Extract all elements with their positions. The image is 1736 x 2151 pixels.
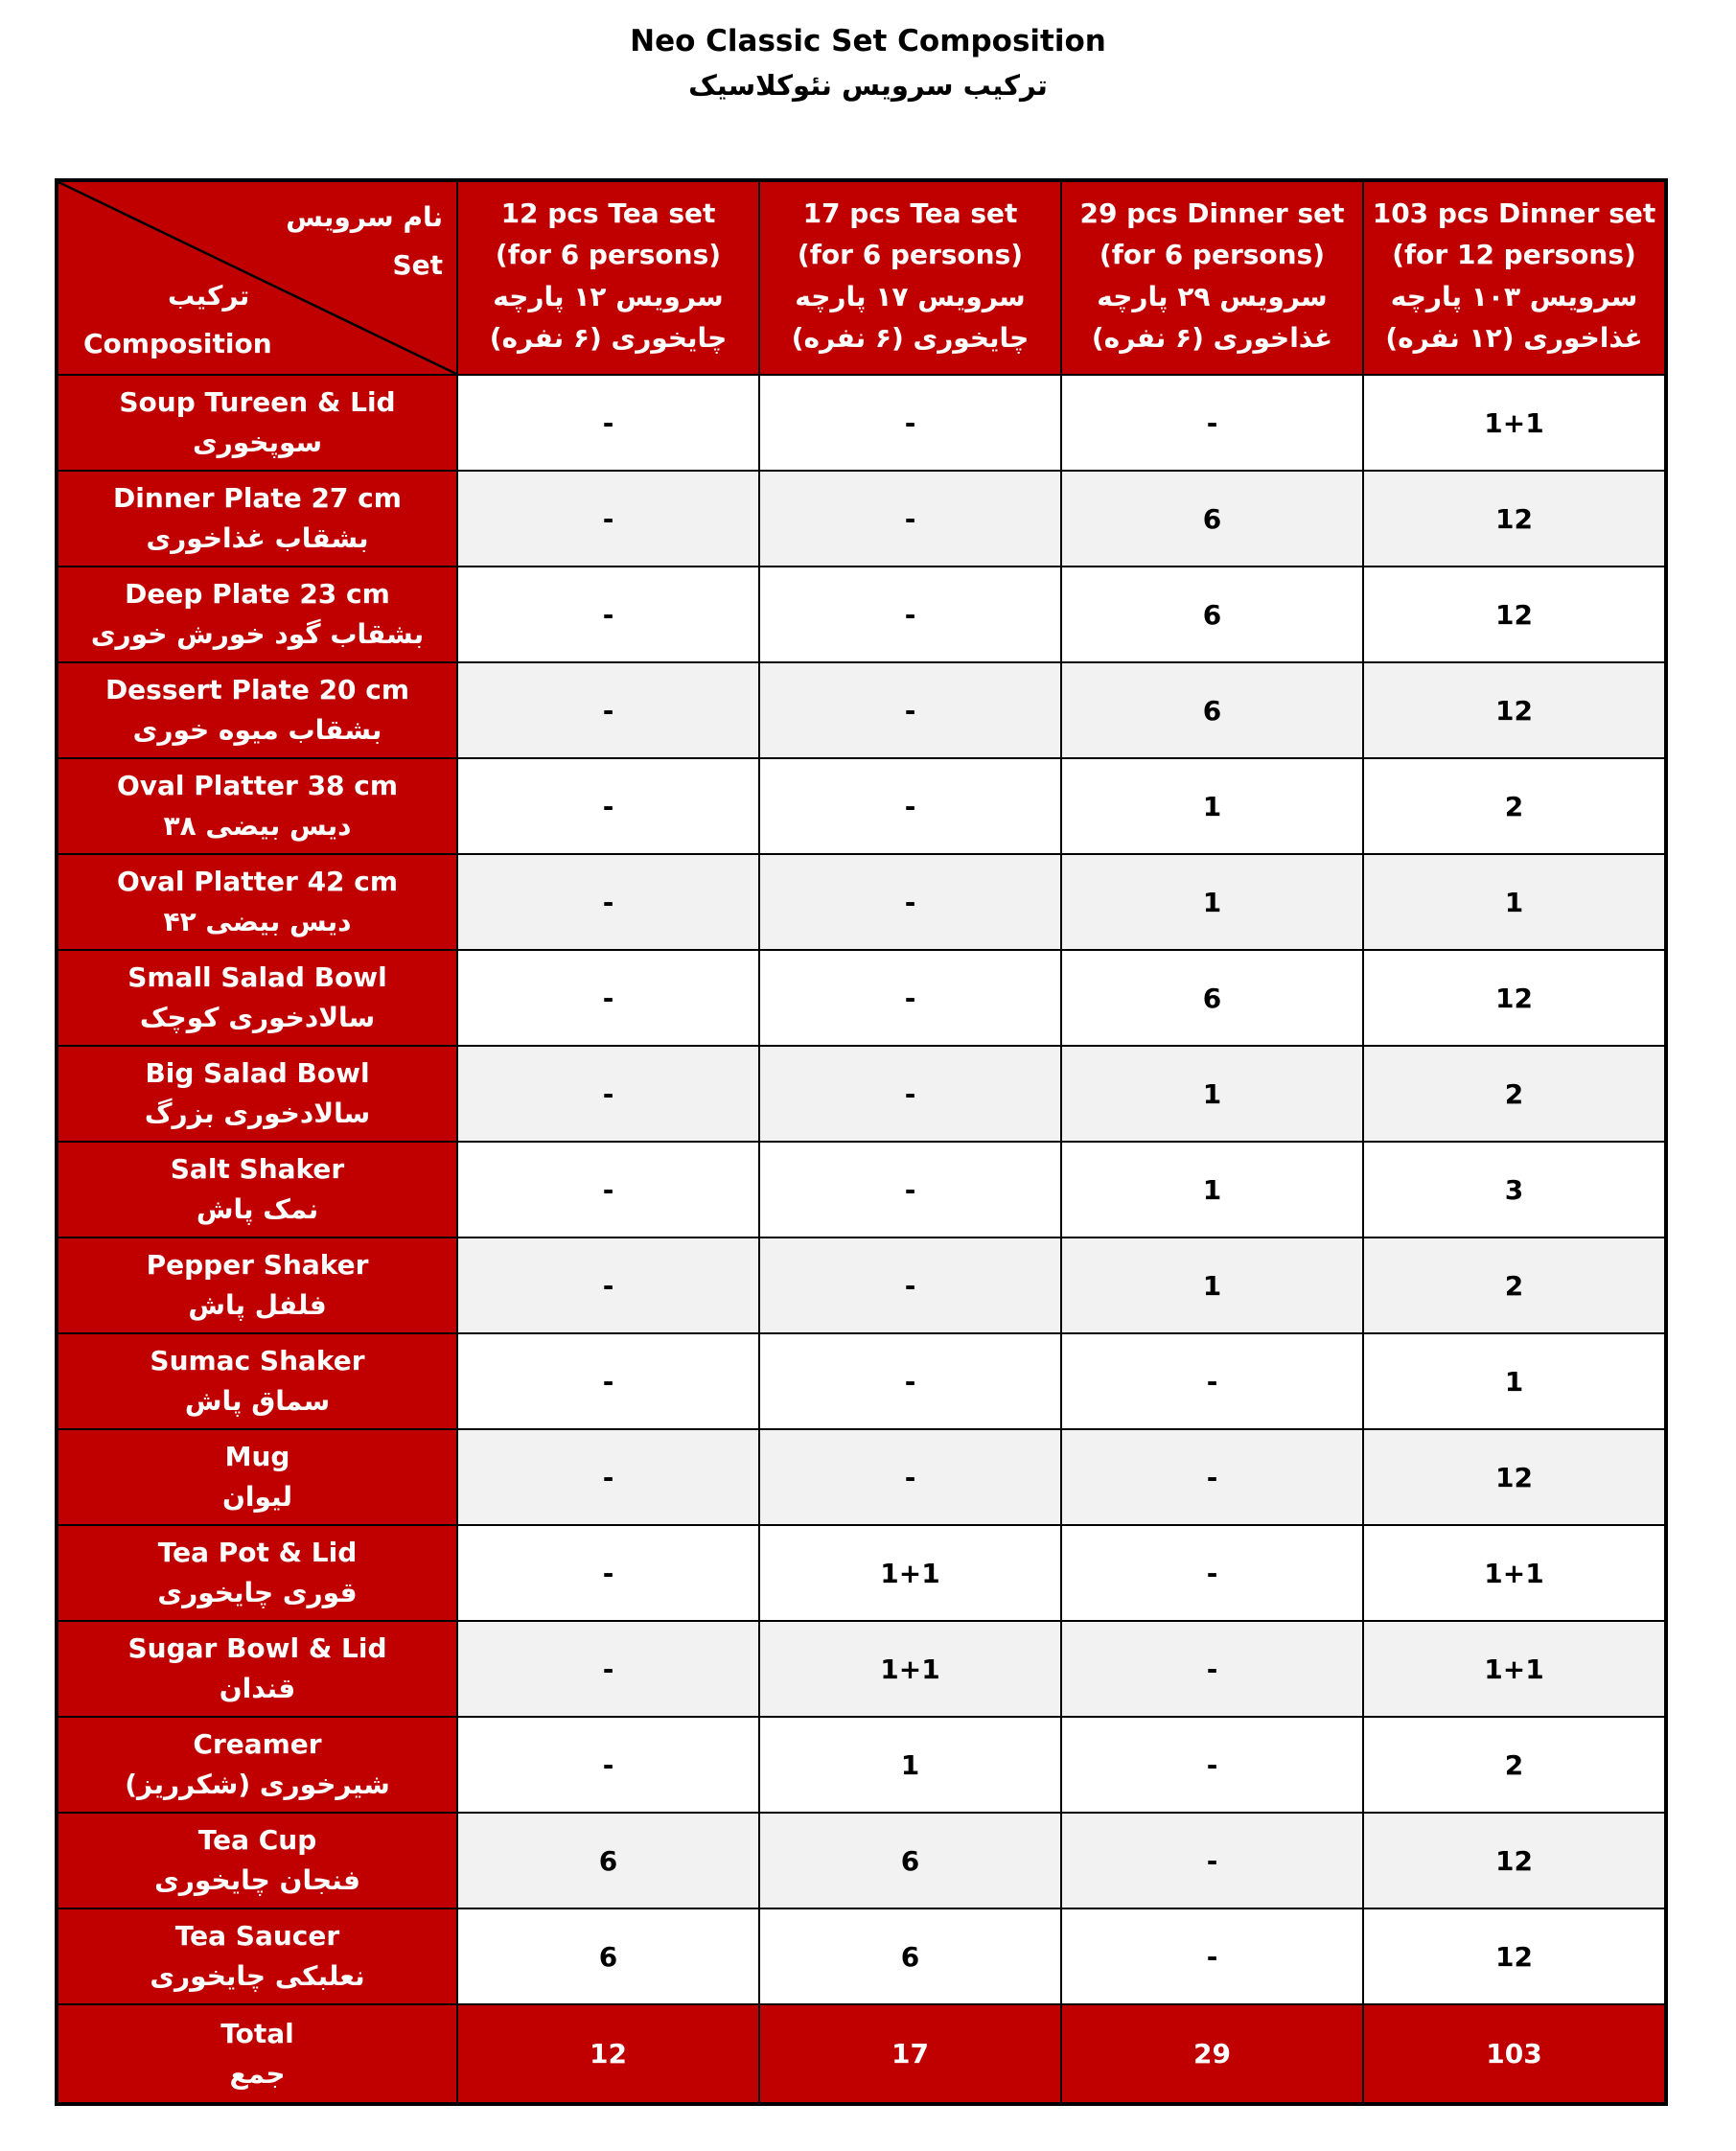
- row-label-en: Oval Platter 42 cm: [116, 866, 399, 897]
- table-row: [57, 1429, 1666, 1525]
- row-value-29pcs: -: [1061, 1525, 1363, 1621]
- column-header-fa-line2: چایخوری (۶ نفره): [791, 321, 1030, 354]
- row-label-fa: لیوان: [222, 1481, 292, 1513]
- header-row: [57, 180, 1666, 375]
- row-value-17pcs: -: [759, 471, 1061, 567]
- table-row: [57, 471, 1666, 567]
- table-row: [57, 1333, 1666, 1429]
- total-value-29pcs: 29: [1061, 2004, 1363, 2104]
- row-value-12pcs: -: [457, 1717, 759, 1813]
- row-label-cell: [57, 662, 457, 758]
- row-value-29pcs: 6: [1061, 471, 1363, 567]
- row-label-en: Sumac Shaker: [150, 1345, 365, 1376]
- row-value-12pcs: -: [457, 950, 759, 1046]
- column-header-en-line2: (for 6 persons): [797, 239, 1024, 271]
- row-value-17pcs: -: [759, 854, 1061, 950]
- row-label-cell: [57, 854, 457, 950]
- column-header-en-line1: 12 pcs Tea set: [500, 197, 716, 229]
- row-value-17pcs: -: [759, 567, 1061, 662]
- column-header-fa-line1: سرویس ۱۰۳ پارچه: [1390, 280, 1638, 312]
- row-label-cell: [57, 950, 457, 1046]
- title-block: [0, 23, 1736, 104]
- row-value-12pcs: -: [457, 1525, 759, 1621]
- table-row: [57, 375, 1666, 471]
- row-label-fa: فنجان چایخوری: [154, 1864, 360, 1896]
- row-value-103pcs: 12: [1363, 471, 1666, 567]
- row-label-fa: نمک پاش: [196, 1193, 319, 1225]
- row-value-29pcs: -: [1061, 1908, 1363, 2004]
- row-label-en: Creamer: [193, 1728, 322, 1760]
- row-value-17pcs: -: [759, 1142, 1061, 1237]
- row-value-12pcs: -: [457, 1429, 759, 1525]
- row-value-29pcs: 1: [1061, 1046, 1363, 1142]
- row-value-29pcs: -: [1061, 1333, 1363, 1429]
- total-label-cell: [57, 2004, 457, 2104]
- corner-cell: [57, 180, 457, 375]
- column-header-29pcs: [1061, 180, 1363, 375]
- row-value-17pcs: 6: [759, 1813, 1061, 1908]
- row-label-cell: [57, 1237, 457, 1333]
- row-value-12pcs: 6: [457, 1908, 759, 2004]
- row-label-en: Dessert Plate 20 cm: [104, 674, 410, 705]
- row-value-103pcs: 2: [1363, 1717, 1666, 1813]
- row-value-29pcs: 6: [1061, 662, 1363, 758]
- row-label-en: Oval Platter 38 cm: [116, 770, 399, 801]
- row-label-en: Salt Shaker: [170, 1153, 345, 1185]
- row-value-29pcs: -: [1061, 1813, 1363, 1908]
- row-value-29pcs: -: [1061, 375, 1363, 471]
- row-label-cell: [57, 1142, 457, 1237]
- row-label-fa: قوری چایخوری: [157, 1577, 358, 1608]
- row-value-12pcs: -: [457, 1237, 759, 1333]
- row-label-cell: [57, 375, 457, 471]
- row-value-17pcs: -: [759, 1429, 1061, 1525]
- column-header-103pcs: [1363, 180, 1666, 375]
- row-value-17pcs: -: [759, 1237, 1061, 1333]
- row-value-103pcs: 12: [1363, 1908, 1666, 2004]
- column-header-en-line1: 29 pcs Dinner set: [1079, 197, 1345, 229]
- row-label-en: Big Salad Bowl: [145, 1057, 370, 1089]
- row-value-103pcs: 2: [1363, 1237, 1666, 1333]
- row-value-103pcs: 1: [1363, 1333, 1666, 1429]
- row-label-fa: شیرخوری (شکرریز): [125, 1769, 390, 1800]
- total-label-fa: جمع: [229, 2057, 286, 2090]
- row-value-103pcs: 1+1: [1363, 375, 1666, 471]
- row-value-12pcs: -: [457, 662, 759, 758]
- total-value-103pcs: 103: [1363, 2004, 1666, 2104]
- row-label-fa: بشقاب میوه خوری: [132, 714, 382, 746]
- row-value-17pcs: 1+1: [759, 1621, 1061, 1717]
- row-label-cell: [57, 471, 457, 567]
- row-value-12pcs: -: [457, 1621, 759, 1717]
- row-value-17pcs: 1+1: [759, 1525, 1061, 1621]
- table-row: [57, 950, 1666, 1046]
- row-value-12pcs: -: [457, 758, 759, 854]
- row-label-cell: [57, 1908, 457, 2004]
- row-label-en: Dinner Plate 27 cm: [113, 482, 402, 514]
- row-value-103pcs: 12: [1363, 1813, 1666, 1908]
- row-value-29pcs: 1: [1061, 758, 1363, 854]
- row-label-en: Pepper Shaker: [146, 1249, 369, 1281]
- row-value-103pcs: 2: [1363, 1046, 1666, 1142]
- table-row: [57, 1621, 1666, 1717]
- row-label-cell: [57, 1525, 457, 1621]
- table-row: [57, 1525, 1666, 1621]
- column-header-fa-line1: سرویس ۲۹ پارچه: [1097, 280, 1328, 312]
- column-header-en-line1: 103 pcs Dinner set: [1372, 197, 1656, 229]
- row-label-fa: قندان: [219, 1673, 296, 1704]
- table-row: [57, 758, 1666, 854]
- row-value-17pcs: -: [759, 950, 1061, 1046]
- row-label-cell: [57, 1813, 457, 1908]
- column-header-fa-line2: چایخوری (۶ نفره): [489, 321, 728, 354]
- row-value-103pcs: 1+1: [1363, 1525, 1666, 1621]
- row-label-fa: دیس بیضی ۴۲: [163, 906, 352, 937]
- row-value-103pcs: 1+1: [1363, 1621, 1666, 1717]
- row-value-12pcs: -: [457, 1046, 759, 1142]
- row-label-en: Deep Plate 23 cm: [125, 578, 390, 610]
- column-header-en-line2: (for 6 persons): [1099, 239, 1326, 271]
- column-header-en-line2: (for 12 persons): [1392, 239, 1636, 271]
- total-row: [57, 2004, 1666, 2104]
- row-value-12pcs: -: [457, 375, 759, 471]
- row-label-cell: [57, 758, 457, 854]
- row-value-12pcs: -: [457, 471, 759, 567]
- row-value-103pcs: 1: [1363, 854, 1666, 950]
- table-row: [57, 1908, 1666, 2004]
- row-label-cell: [57, 1621, 457, 1717]
- row-label-fa: بشقاب غذاخوری: [146, 522, 369, 554]
- row-value-29pcs: -: [1061, 1429, 1363, 1525]
- column-header-fa-line2: غذاخوری (۱۲ نفره): [1385, 321, 1643, 354]
- table-row: [57, 1142, 1666, 1237]
- row-value-17pcs: -: [759, 662, 1061, 758]
- total-label-en: Total: [220, 2017, 294, 2049]
- row-value-29pcs: 6: [1061, 950, 1363, 1046]
- row-value-103pcs: 12: [1363, 950, 1666, 1046]
- row-label-cell: [57, 1429, 457, 1525]
- row-value-29pcs: 6: [1061, 567, 1363, 662]
- total-value-12pcs: 12: [457, 2004, 759, 2104]
- row-value-29pcs: -: [1061, 1717, 1363, 1813]
- table-body: [57, 375, 1666, 2004]
- corner-composition-label: [83, 280, 272, 360]
- row-value-12pcs: -: [457, 567, 759, 662]
- row-label-en: Small Salad Bowl: [127, 961, 387, 993]
- corner-composition-label-en: Composition: [83, 328, 272, 359]
- column-header-en-line1: 17 pcs Tea set: [802, 197, 1018, 229]
- table-row: [57, 854, 1666, 950]
- row-label-fa: بشقاب گود خورش خوری: [90, 618, 425, 650]
- row-label-en: Soup Tureen & Lid: [119, 386, 396, 418]
- column-header-fa-line2: غذاخوری (۶ نفره): [1091, 321, 1333, 354]
- row-value-12pcs: -: [457, 854, 759, 950]
- row-value-12pcs: -: [457, 1333, 759, 1429]
- corner-set-label-fa: نام سرویس: [286, 201, 443, 233]
- row-value-17pcs: 6: [759, 1908, 1061, 2004]
- row-value-103pcs: 12: [1363, 662, 1666, 758]
- table-row: [57, 662, 1666, 758]
- row-label-en: Tea Pot & Lid: [157, 1537, 358, 1568]
- page-subtitle: ترکیب سرویس نئوکلاسیک: [688, 69, 1048, 102]
- row-label-cell: [57, 1333, 457, 1429]
- table-row: [57, 567, 1666, 662]
- row-value-103pcs: 12: [1363, 1429, 1666, 1525]
- row-label-en: Tea Saucer: [174, 1920, 340, 1952]
- row-label-fa: سوپخوری: [192, 427, 323, 458]
- row-value-17pcs: -: [759, 758, 1061, 854]
- column-header-17pcs: [759, 180, 1061, 375]
- row-value-103pcs: 12: [1363, 567, 1666, 662]
- row-value-29pcs: 1: [1061, 1237, 1363, 1333]
- row-label-cell: [57, 567, 457, 662]
- row-label-en: Mug: [224, 1441, 290, 1472]
- corner-set-label: [286, 201, 443, 282]
- row-value-29pcs: -: [1061, 1621, 1363, 1717]
- row-value-17pcs: -: [759, 375, 1061, 471]
- row-value-17pcs: 1: [759, 1717, 1061, 1813]
- row-value-17pcs: -: [759, 1046, 1061, 1142]
- row-value-17pcs: -: [759, 1333, 1061, 1429]
- table-row: [57, 1237, 1666, 1333]
- row-value-29pcs: 1: [1061, 854, 1363, 950]
- corner-set-label-en: Set: [392, 249, 443, 281]
- row-value-103pcs: 3: [1363, 1142, 1666, 1237]
- composition-table: [55, 178, 1668, 2106]
- column-header-12pcs: [457, 180, 759, 375]
- row-value-12pcs: 6: [457, 1813, 759, 1908]
- table-row: [57, 1046, 1666, 1142]
- row-label-fa: نعلبکی چایخوری: [150, 1960, 365, 1992]
- column-header-fa-line1: سرویس ۱۲ پارچه: [493, 280, 724, 312]
- table-row: [57, 1813, 1666, 1908]
- corner-composition-label-fa: ترکیب: [168, 280, 250, 312]
- row-label-fa: سماق پاش: [184, 1385, 331, 1417]
- row-label-fa: سالادخوری کوچک: [139, 1002, 376, 1033]
- row-label-fa: سالادخوری بزرگ: [144, 1098, 371, 1129]
- total-value-17pcs: 17: [759, 2004, 1061, 2104]
- row-label-fa: فلفل پاش: [188, 1289, 327, 1321]
- row-label-en: Tea Cup: [197, 1824, 317, 1856]
- table-row: [57, 1717, 1666, 1813]
- row-value-103pcs: 2: [1363, 758, 1666, 854]
- row-label-cell: [57, 1717, 457, 1813]
- page-title: Neo Classic Set Composition: [630, 24, 1106, 58]
- row-label-en: Sugar Bowl & Lid: [127, 1632, 387, 1664]
- column-header-en-line2: (for 6 persons): [495, 239, 722, 271]
- row-value-12pcs: -: [457, 1142, 759, 1237]
- row-label-fa: دیس بیضی ۳۸: [163, 810, 352, 842]
- row-value-29pcs: 1: [1061, 1142, 1363, 1237]
- row-label-cell: [57, 1046, 457, 1142]
- column-header-fa-line1: سرویس ۱۷ پارچه: [795, 280, 1026, 312]
